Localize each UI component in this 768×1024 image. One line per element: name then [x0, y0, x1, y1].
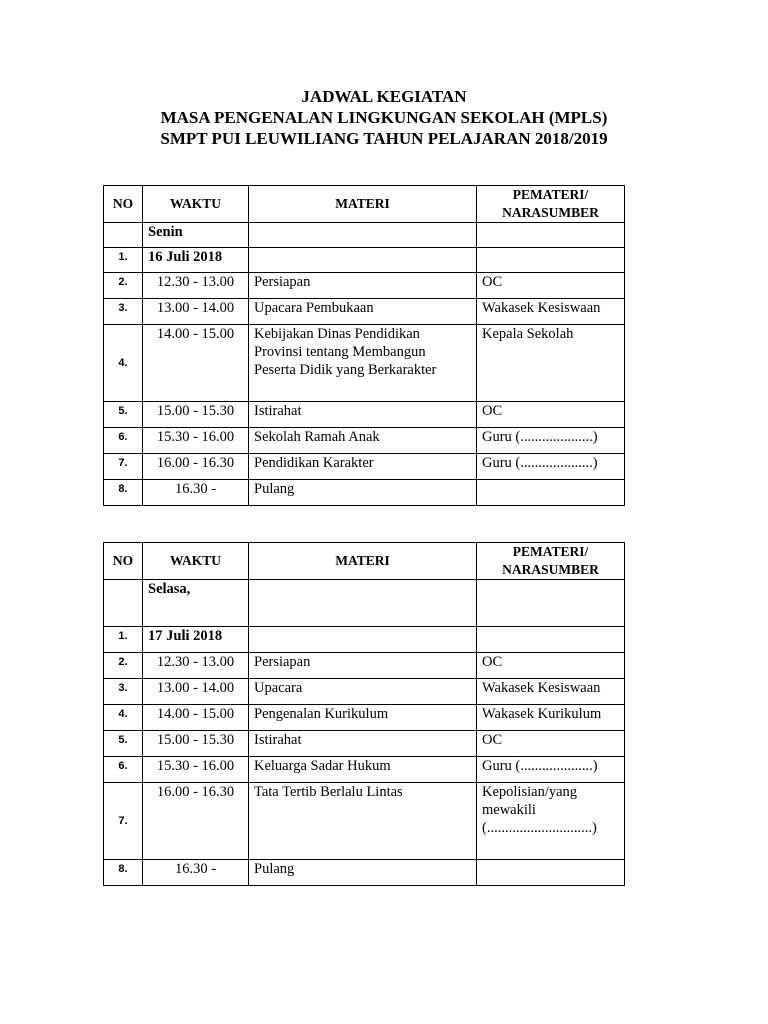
table-row: 8. 16.30 - Pulang [104, 480, 625, 506]
schedule-table-senin [103, 185, 625, 506]
table-row: 6. 15.30 - 16.00 Sekolah Ramah Anak Guru (....................) [104, 428, 625, 454]
header-materi: MATERI [249, 186, 477, 223]
table-row [104, 580, 625, 627]
table-row: 2. 12.30 - 13.00 Persiapan OC [104, 653, 625, 679]
table-header-row [104, 543, 625, 580]
day-label: Selasa, [143, 580, 249, 627]
header-waktu: WAKTU [143, 186, 249, 223]
header-no: NO [104, 543, 143, 580]
document-title [0, 86, 768, 149]
title-line-3: SMPT PUI LEUWILIANG TAHUN PELAJARAN 2018/2019 [160, 129, 608, 148]
table-row: 2. 12.30 - 13.00 Persiapan OC [104, 273, 625, 299]
table-row: 7. 16.00 - 16.30 Tata Tertib Berlalu Lintas Kepolisian/yang mewakili (.............................) [104, 783, 625, 860]
table-row: 8. 16.30 - Pulang [104, 860, 625, 886]
table-row: 3. 13.00 - 14.00 Upacara Pembukaan Wakasek Kesiswaan [104, 299, 625, 325]
title-line-2: MASA PENGENALAN LINGKUNGAN SEKOLAH (MPLS) [160, 108, 608, 127]
table-row: 4. 14.00 - 15.00 Kebijakan Dinas Pendidikan Provinsi tentang Membangun Peserta Didik yang Berkarakter Kepala Sekolah [104, 325, 625, 402]
table-row: 6. 15.30 - 16.00 Keluarga Sadar Hukum Guru (....................) [104, 757, 625, 783]
schedule-table-selasa [103, 542, 625, 886]
date-label: 16 Juli 2018 [143, 248, 249, 273]
table-row: 5. 15.00 - 15.30 Istirahat OC [104, 402, 625, 428]
date-label: 17 Juli 2018 [143, 627, 249, 653]
day-label: Senin [143, 223, 249, 248]
table-row: 3. 13.00 - 14.00 Upacara Wakasek Kesiswaan [104, 679, 625, 705]
header-no: NO [104, 186, 143, 223]
table-row: 4. 14.00 - 15.00 Pengenalan Kurikulum Wakasek Kurikulum [104, 705, 625, 731]
header-materi: MATERI [249, 543, 477, 580]
header-pemateri: PEMATERI/ NARASUMBER [477, 543, 625, 580]
table-row: 7. 16.00 - 16.30 Pendidikan Karakter Guru (....................) [104, 454, 625, 480]
header-pemateri: PEMATERI/ NARASUMBER [477, 186, 625, 223]
table-row [104, 223, 625, 248]
header-waktu: WAKTU [143, 543, 249, 580]
table-row: 1. 16 Juli 2018 [104, 248, 625, 273]
table-row: 1. 17 Juli 2018 [104, 627, 625, 653]
table-row: 5. 15.00 - 15.30 Istirahat OC [104, 731, 625, 757]
table-header-row [104, 186, 625, 223]
title-line-1: JADWAL KEGIATAN [301, 87, 467, 106]
